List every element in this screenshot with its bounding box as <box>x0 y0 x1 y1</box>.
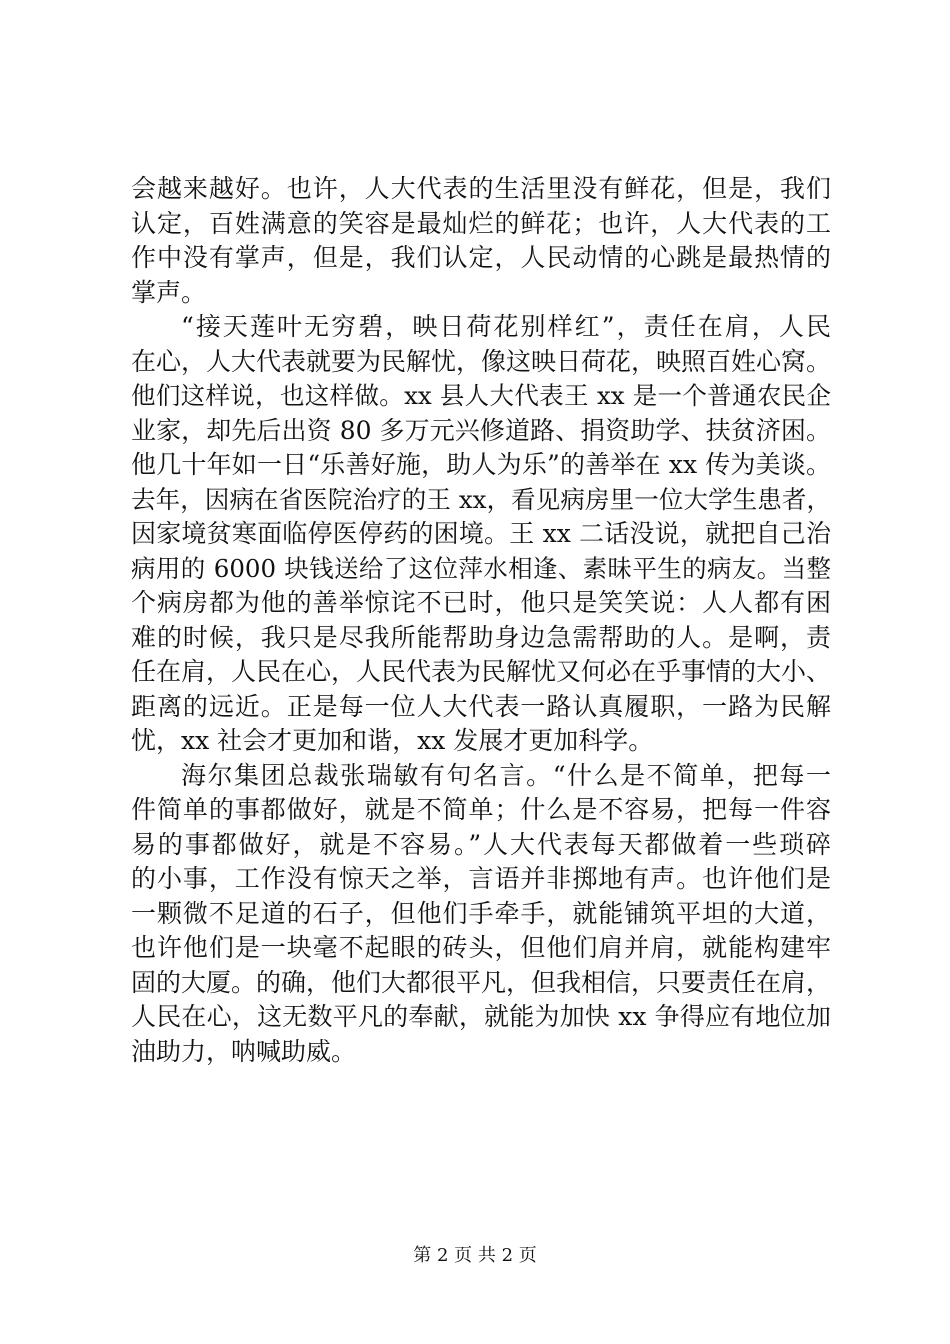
text-line: 他几十年如一日“乐善好施，助人为乐”的善举在 xx 传为美谈。 <box>131 450 831 479</box>
text-line: 掌声。 <box>131 277 207 307</box>
text-line: 作中没有掌声，但是，我们认定，人民动情的心跳是最热情的 <box>131 243 831 272</box>
text-line: 认定，百姓满意的笑容是最灿烂的鲜花；也许，人大代表的工 <box>131 208 831 238</box>
text-line: 也许他们是一块毫不起眼的砖头，但他们肩并肩，就能构建牢 <box>131 933 831 962</box>
text-line: 病用的 6000 块钱送给了这位萍水相逢、素昧平生的病友。当整 <box>131 553 831 583</box>
text-line: 任在肩，人民在心，人民代表为民解忧又何必在乎事情的大小、 <box>131 657 832 686</box>
text-line: “接天莲叶无穷碧，映日荷花别样红”，责任在肩，人民 <box>181 312 831 341</box>
text-line: 的小事，工作没有惊天之举，言语并非掷地有声。也许他们是 <box>131 864 831 893</box>
text-line: 易的事都做好，就是不容易。”人大代表每天都做着一些琐碎 <box>131 829 831 859</box>
text-line: 因家境贫寒面临停医停药的困境。王 xx 二话没说，就把自己治 <box>131 519 831 548</box>
body-text <box>131 172 831 1069</box>
text-line: 件简单的事都做好，就是不简单；什么是不容易，把每一件容 <box>131 795 831 824</box>
text-line: 在心，人大代表就要为民解忧，像这映日荷花，映照百姓心窝。 <box>131 346 832 376</box>
text-line: 忧，xx 社会才更加和谐，xx 发展才更加科学。 <box>131 726 654 755</box>
text-line: 业家，却先后出资 80 多万元兴修道路、捐资助学、扶贫济困。 <box>131 415 831 445</box>
page-number: 第 2 页 共 2 页 <box>413 1245 537 1266</box>
text-line: 一颗微不足道的石子，但他们手牵手，就能铺筑平坦的大道， <box>131 898 831 928</box>
text-line: 难的时候，我只是尽我所能帮助身边急需帮助的人。是啊，责 <box>131 622 831 652</box>
text-line: 会越来越好。也许，人大代表的生活里没有鲜花，但是，我们 <box>131 174 831 203</box>
text-line: 海尔集团总裁张瑞敏有句名言。“什么是不简单，把每一 <box>181 760 831 790</box>
text-line: 距离的远近。正是每一位人大代表一路认真履职，一路为民解 <box>131 691 831 721</box>
text-line: 人民在心，这无数平凡的奉献，就能为加快 xx 争得应有地位加 <box>131 1002 831 1031</box>
page-footer <box>0 1244 950 1268</box>
text-line: 油助力，呐喊助威。 <box>131 1036 357 1066</box>
text-line: 固的大厦。的确，他们大都很平凡，但我相信，只要责任在肩， <box>131 967 832 997</box>
text-line: 去年，因病在省医院治疗的王 xx，看见病房里一位大学生患者， <box>131 484 831 514</box>
text-line: 他们这样说，也这样做。xx 县人大代表王 xx 是一个普通农民企 <box>131 381 831 410</box>
text-line: 个病房都为他的善举惊诧不已时，他只是笑笑说：人人都有困 <box>131 588 831 617</box>
